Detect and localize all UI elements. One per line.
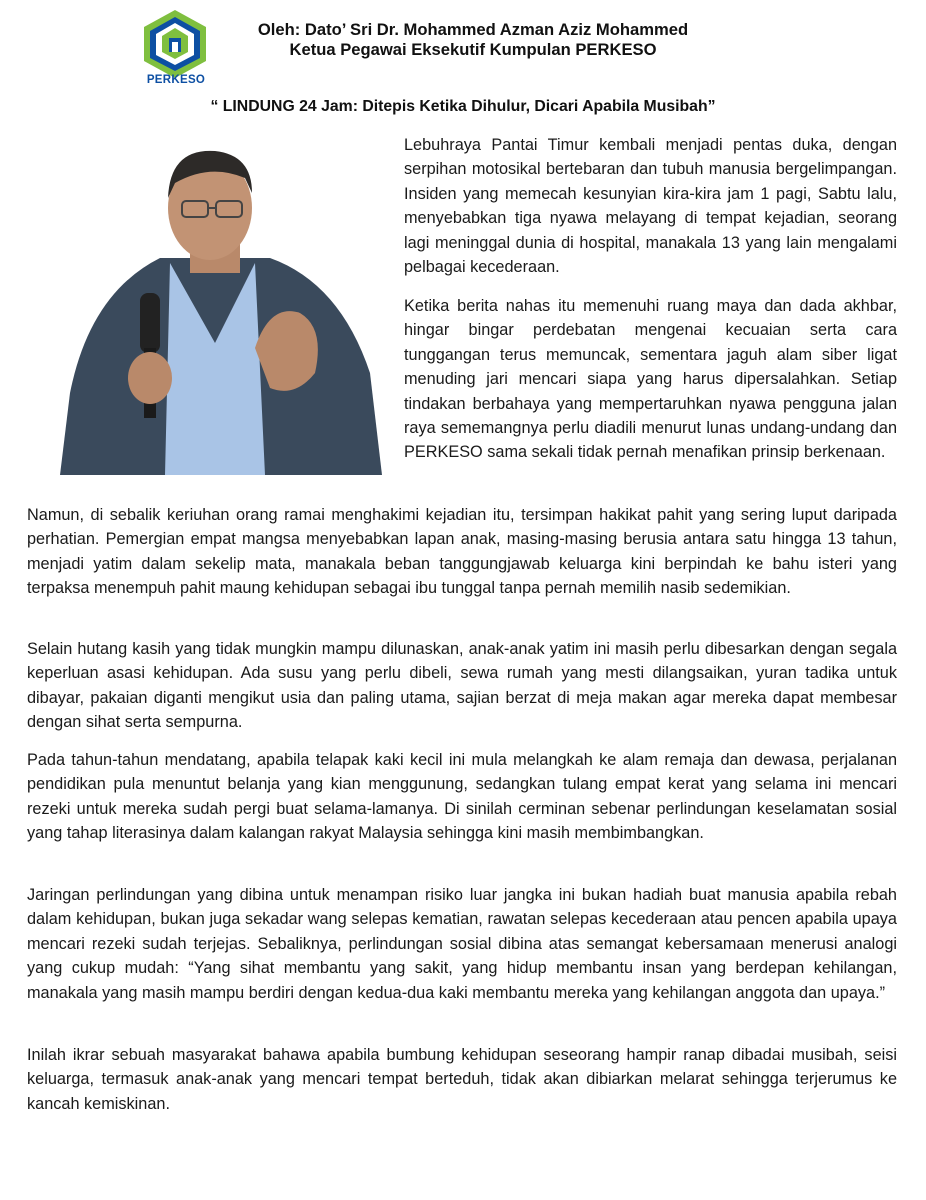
author-name: Oleh: Dato’ Sri Dr. Mohammed Azman Aziz Mohammed [257, 20, 689, 39]
logo-wordmark: PERKESO [146, 74, 206, 86]
paragraph-1: Lebuhraya Pantai Timur kembali menjadi pentas duka, dengan serpihan motosikal bertebaran dan tubuh manusia bergelimpangan. Insiden yang memecah kesunyian kira-kira jam 1 pagi, Sabtu lalu, menyebabkan tiga nyawa melayang di tempat kejadian, seorang lagi meninggal dunia di hospital, manakala 13 yang lain mengalami pelbagai kecederaan. [404, 136, 897, 277]
article-title: “ LINDUNG 24 Jam: Ditepis Ketika Dihulur, Dicari Apabila Musibah” [210, 98, 716, 115]
paragraph-7: Inilah ikrar sebuah masyarakat bahawa apabila bumbung kehidupan seseorang hampir ranap dibadai musibah, seisi keluarga, termasuk anak-anak yang mencari tempat berteduh, tidak akan dibiarkan melarat sehingga terjerumus ke kancah kemiskinan. [27, 1046, 897, 1113]
speaker-photo [40, 143, 382, 475]
paragraph-6: Jaringan perlindungan yang dibina untuk menampan risiko luar jangka ini bukan hadiah buat manusia apabila rebah dalam kehidupan, bukan juga sekadar wang selepas kematian, rawatan selepas kecederaan atau pencen apabila upaya mencari rezeki sudah terjejas. Sebaliknya, perlindungan sosial dibina atas semangat kebersamaan menerusi analogi yang cukup mudah: “Yang sihat membantu yang sakit, yang hidup membantu insan yang berdepan kehilangan, manakala yang masih mampu berdiri dengan kedua-dua kaki membantu mereka yang kehilangan anggota dan upaya.” [27, 886, 897, 1002]
paragraph-4: Selain hutang kasih yang tidak mungkin mampu dilunaskan, anak-anak yatim ini masih perlu dibesarkan dengan segala keperluan asasi kehidupan. Ada susu yang perlu dibeli, sewa rumah yang mesti dilangsaikan, yuran tadika untuk dibayar, pakaian diganti mengikut usia dan paling utama, sajian berzat di meja makan agar mereka dapat membesar dengan sihat serta sempurna. [27, 640, 897, 732]
paragraph-2: Ketika berita nahas itu memenuhi ruang maya dan dada akhbar, hingar bingar perdebatan mengenai kecuaian serta cara tunggangan terus memuncak, sementara jaguh alam siber ligat menuding jari mencari siapa yang harus dipersalahkan. Setiap tindakan berbahaya yang mempertaruhkan nyawa pengguna jalan raya sememangnya perlu diadili menurut lunas undang-undang dan PERKESO sama sekali tidak pernah menafikan prinsip berkenaan. [404, 297, 897, 462]
paragraph-5: Pada tahun-tahun mendatang, apabila telapak kaki kecil ini mula melangkah ke alam remaja dan dewasa, perjalanan pendidikan pula menuntut belanja yang kian menggunung, sedangkan tulang empat kerat yang selama ini mencari rezeki untuk mereka sudah pergi buat selama-lamanya. Di sinilah cerminan sebenar perlindungan keselamatan sosial yang tahap literasinya dalam kalangan rakyat Malaysia sehingga kini masih membimbangkan. [27, 751, 897, 843]
byline [218, 20, 728, 60]
paragraph-3: Namun, di sebalik keriuhan orang ramai menghakimi kejadian itu, tersimpan hakikat pahit yang sering luput daripada perhatian. Pemergian empat mangsa menyebabkan lapan anak, masing-masing berusia antara satu hingga 13 tahun, menjadi yatim dalam sekelip mata, manakala beban tanggungjawab keluarga kini berpindah ke bahu isteri yang terpaksa menempuh pahit maung kehidupan sebagai ibu tunggal tanpa pernah memilih nasib sedemikian. [27, 506, 897, 598]
author-position: Ketua Pegawai Eksekutif Kumpulan PERKESO [289, 40, 657, 59]
